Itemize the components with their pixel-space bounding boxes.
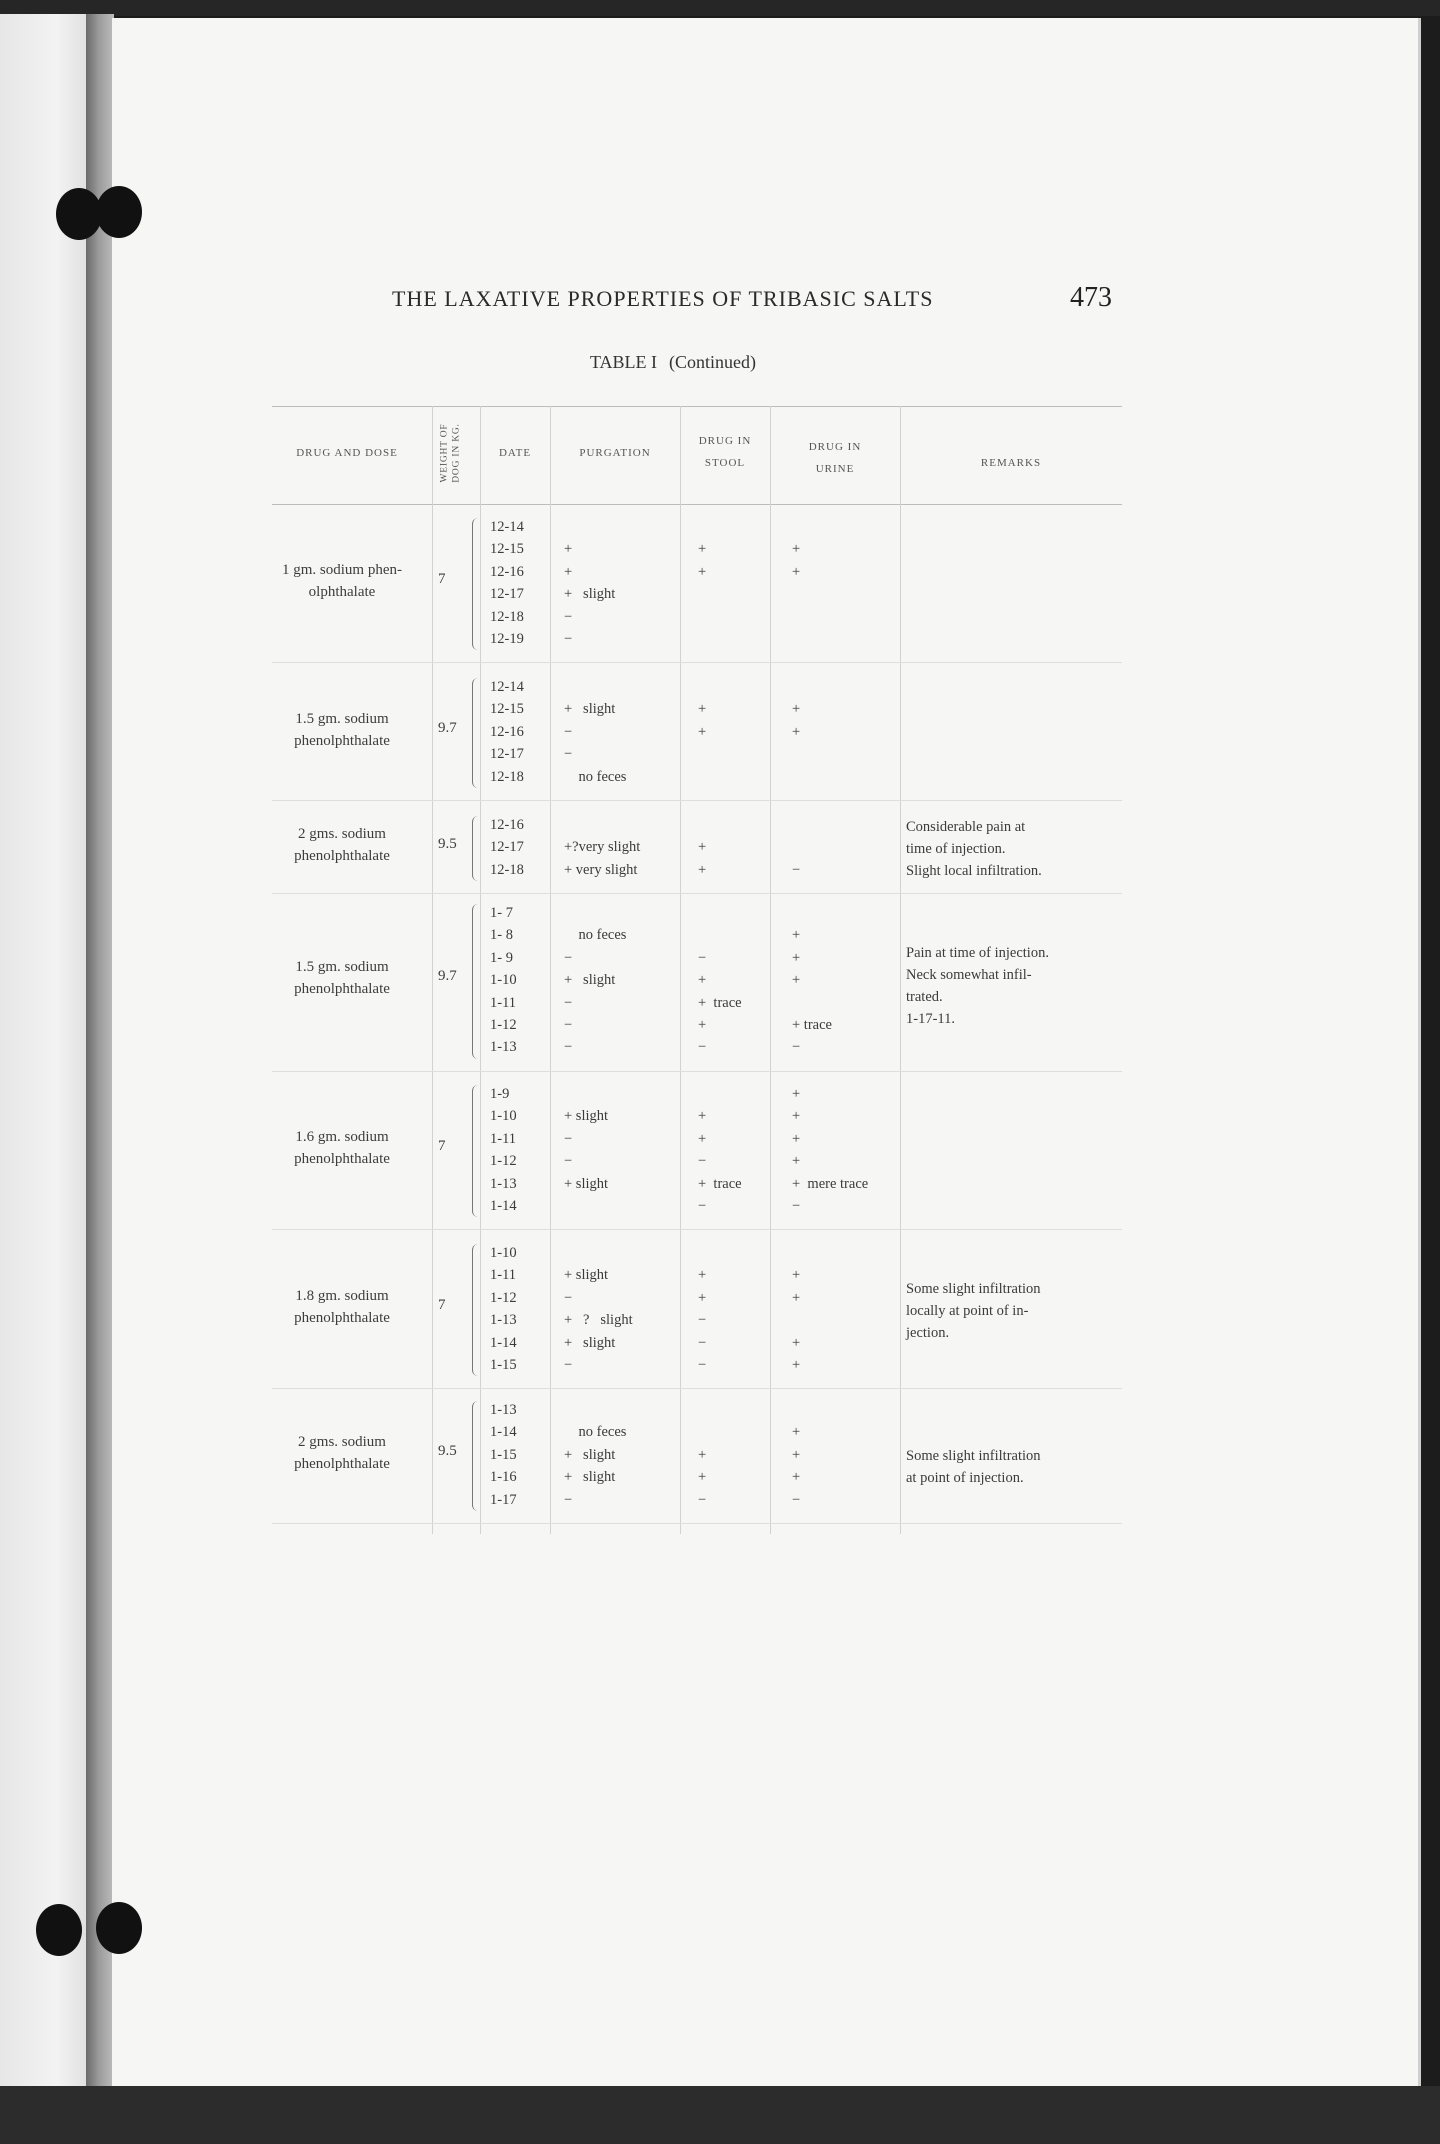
- date-cell: 1-12: [490, 1153, 517, 1170]
- table-caption-note: (Continued): [669, 352, 757, 372]
- drug-line: phenolphthalate: [294, 732, 390, 749]
- stool-cell: +: [698, 541, 707, 558]
- date-cell: 1-14: [490, 1198, 517, 1214]
- drug-line: 1.5 gm. sodium: [295, 710, 389, 727]
- purgation-cell: −: [564, 1289, 573, 1306]
- purgation-cell: + slight: [564, 1469, 616, 1486]
- date-cell: 12-18: [490, 768, 524, 785]
- group-separator: [272, 800, 1122, 801]
- purgation-cell: +: [564, 563, 573, 580]
- urine-cell: +: [792, 1153, 801, 1170]
- date-cell: 1-11: [490, 1130, 517, 1147]
- urine-cell: +: [792, 563, 801, 580]
- header-remarks: REMARKS: [980, 457, 1042, 469]
- stool-cell: −: [698, 1334, 707, 1351]
- group-separator: [272, 1523, 1122, 1524]
- remarks-cell: [906, 1401, 1120, 1489]
- drug-line: 2 gms. sodium: [298, 1433, 386, 1450]
- stool-cell: −: [698, 1198, 707, 1214]
- stool-cell: −: [698, 949, 707, 966]
- urine-cell: +: [792, 1446, 801, 1463]
- stool-cell: −: [698, 1491, 707, 1508]
- drug-line: 1.5 gm. sodium: [295, 959, 389, 975]
- stool-cell: +: [698, 1108, 707, 1125]
- grouping-brace: [472, 518, 483, 650]
- purgation-cell: +: [564, 541, 573, 558]
- stool-cell: +: [698, 1267, 707, 1284]
- purgation-cell: + slight: [564, 1334, 616, 1351]
- purgation-cell: no feces: [564, 1424, 627, 1441]
- date-cell: 12-17: [490, 586, 524, 603]
- header-stool-line-2: STOOL: [704, 457, 746, 469]
- urine-cell: +: [792, 972, 801, 989]
- header-weight-line-2: DOG IN KG.: [452, 423, 463, 483]
- dog-weight: 9.5: [438, 1443, 457, 1459]
- drug-line: olphthalate: [308, 583, 376, 600]
- column-divider: [550, 406, 551, 1534]
- drug-line: 1 gm. sodium phen-: [282, 561, 402, 578]
- drug-and-dose: [262, 708, 422, 752]
- purgation-cell: −: [564, 994, 573, 1011]
- stool-cell: +: [698, 1130, 707, 1147]
- drug-line: phenolphthalate: [294, 848, 390, 865]
- purgation-cell: + slight: [564, 701, 616, 718]
- header-drug-in-stool: [680, 430, 770, 474]
- urine-cell: +: [792, 541, 801, 558]
- urine-cell: +: [792, 1424, 801, 1441]
- stool-cell: −: [698, 1357, 707, 1373]
- urine-cell: +: [792, 701, 801, 718]
- stool-cell: +: [698, 861, 707, 878]
- drug-and-dose: [262, 823, 422, 867]
- drug-and-dose: [262, 1285, 422, 1329]
- urine-cell: +: [792, 1108, 801, 1125]
- dog-weight: 9.7: [438, 720, 457, 736]
- group-separator: [272, 1229, 1122, 1230]
- dog-weight: 9.7: [438, 968, 457, 985]
- date-cell: 1-17: [490, 1491, 517, 1508]
- date-cell: 12-15: [490, 701, 524, 718]
- drug-line: 1.6 gm. sodium: [295, 1128, 389, 1145]
- stool-cell: +: [698, 972, 707, 989]
- urine-cell: +: [792, 1334, 801, 1351]
- data-table: [262, 406, 1122, 1536]
- stool-cell: +: [698, 723, 707, 740]
- date-cell: 1-16: [490, 1469, 517, 1486]
- table-top-rule: [272, 406, 1122, 407]
- header-purgation: PURGATION: [579, 447, 651, 459]
- stool-cell: +: [698, 1446, 707, 1463]
- purgation-cell: + slight: [564, 1446, 616, 1463]
- drug-line: 2 gms. sodium: [298, 826, 386, 843]
- purgation-cell: −: [564, 723, 573, 740]
- remarks-line: at point of injection.: [906, 1470, 1024, 1486]
- stool-cell: −: [698, 1312, 707, 1329]
- remarks-line: jection.: [906, 1325, 950, 1341]
- date-cell: 1-15: [490, 1357, 517, 1373]
- purgation-cell: + very slight: [564, 861, 638, 878]
- date-cell: 12-16: [490, 563, 524, 580]
- date-cell: 12-14: [490, 679, 524, 695]
- date-cell: 1-12: [490, 1289, 517, 1306]
- urine-cell: −: [792, 1198, 801, 1214]
- urine-cell: + mere trace: [792, 1175, 869, 1192]
- group-separator: [272, 893, 1122, 894]
- table-caption-label: TABLE I: [590, 352, 658, 372]
- urine-cell: +: [792, 927, 801, 944]
- purgation-cell: −: [564, 1130, 573, 1147]
- remarks-line: Considerable pain at: [906, 819, 1026, 835]
- urine-cell: −: [792, 1039, 801, 1056]
- group-separator: [272, 1071, 1122, 1072]
- header-drug-and-dose: DRUG AND DOSE: [296, 447, 398, 459]
- date-cell: 1-12: [490, 1017, 517, 1033]
- binder-hole-bottom-left: [36, 1904, 82, 1956]
- facing-page-edge: [0, 14, 94, 2090]
- drug-line: phenolphthalate: [294, 1150, 390, 1167]
- date-cell: 1-14: [490, 1334, 517, 1351]
- remarks-line: [906, 1401, 1120, 1423]
- date-cell: 1-13: [490, 1039, 517, 1056]
- date-cell: 1-10: [490, 972, 517, 989]
- date-cell: 12-18: [490, 608, 524, 625]
- scan-border-bottom: [0, 2086, 1440, 2144]
- drug-line: phenolphthalate: [294, 1455, 390, 1472]
- remarks-cell: [906, 1278, 1120, 1344]
- urine-cell: +: [792, 723, 801, 740]
- stool-cell: +: [698, 1289, 707, 1306]
- date-cell: 1- 7: [490, 905, 513, 921]
- header-urine-line-1: DRUG IN: [808, 441, 862, 453]
- purgation-cell: −: [564, 1491, 573, 1508]
- remarks-cell: [906, 942, 1120, 1030]
- binder-hole-bottom-right: [96, 1902, 142, 1954]
- date-cell: 1-15: [490, 1446, 517, 1463]
- drug-and-dose: [262, 1126, 422, 1170]
- stool-cell: +: [698, 701, 707, 718]
- grouping-brace: [472, 1085, 483, 1217]
- urine-cell: +: [792, 949, 801, 966]
- urine-cell: +: [792, 1289, 801, 1306]
- dog-weight: 7: [438, 1297, 446, 1314]
- purgation-cell: no feces: [564, 927, 627, 944]
- remarks-line: Slight local infiltration.: [906, 863, 1042, 879]
- urine-cell: + trace: [792, 1017, 832, 1033]
- date-cell: 12-19: [490, 631, 524, 647]
- header-date: DATE: [498, 447, 532, 459]
- remarks-line: [906, 1423, 1120, 1445]
- grouping-brace: [472, 1401, 483, 1511]
- purgation-cell: + slight: [564, 972, 616, 989]
- urine-cell: −: [792, 1491, 801, 1508]
- stool-cell: +: [698, 1017, 707, 1033]
- date-cell: 1-13: [490, 1402, 517, 1418]
- date-cell: 1- 8: [490, 927, 513, 944]
- remarks-line: 1-17-11.: [906, 1011, 955, 1027]
- date-cell: 1-11: [490, 994, 517, 1011]
- remarks-cell: [906, 816, 1120, 882]
- urine-cell: +: [792, 1086, 801, 1102]
- remarks-line: locally at point of in-: [906, 1303, 1029, 1319]
- remarks-line: trated.: [906, 989, 943, 1005]
- urine-cell: +: [792, 1469, 801, 1486]
- date-cell: 12-15: [490, 541, 524, 558]
- purgation-cell: −: [564, 1017, 573, 1033]
- remarks-line: Neck somewhat infil-: [906, 967, 1032, 983]
- drug-and-dose: [262, 956, 422, 1000]
- purgation-cell: +?very slight: [564, 839, 641, 856]
- remarks-line: Some slight infiltration: [906, 1448, 1041, 1464]
- purgation-cell: −: [564, 608, 573, 625]
- purgation-cell: + ? slight: [564, 1312, 633, 1329]
- binder-hole-top-right: [96, 186, 142, 238]
- purgation-cell: −: [564, 949, 573, 966]
- page-number: 473: [1070, 282, 1112, 313]
- group-separator: [272, 662, 1122, 663]
- urine-cell: +: [792, 1357, 801, 1373]
- purgation-cell: −: [564, 1153, 573, 1170]
- grouping-brace: [472, 816, 483, 881]
- grouping-brace: [472, 904, 483, 1059]
- date-cell: 1-10: [490, 1108, 517, 1125]
- stool-cell: −: [698, 1153, 707, 1170]
- drug-and-dose: [262, 559, 422, 603]
- date-cell: 1-10: [490, 1245, 517, 1261]
- header-stool-line-1: DRUG IN: [698, 435, 752, 447]
- date-cell: 1- 9: [490, 949, 513, 966]
- scan-border-top: [0, 0, 1440, 16]
- date-cell: 1-11: [490, 1267, 517, 1284]
- purgation-cell: + slight: [564, 586, 616, 603]
- date-cell: 12-17: [490, 746, 524, 763]
- table-header-rule: [272, 504, 1122, 505]
- urine-cell: +: [792, 1130, 801, 1147]
- urine-cell: +: [792, 1267, 801, 1284]
- stool-cell: −: [698, 1039, 707, 1056]
- stool-cell: + trace: [698, 994, 742, 1011]
- grouping-brace: [472, 678, 483, 788]
- purgation-cell: no feces: [564, 768, 627, 785]
- stool-cell: +: [698, 839, 707, 856]
- dog-weight: 9.5: [438, 835, 457, 852]
- table-caption: [590, 352, 756, 373]
- purgation-cell: + slight: [564, 1267, 609, 1284]
- grouping-brace: [472, 1244, 483, 1376]
- drug-line: phenolphthalate: [294, 1309, 390, 1326]
- date-cell: 12-18: [490, 861, 524, 878]
- date-cell: 12-16: [490, 723, 524, 740]
- remarks-line: time of injection.: [906, 841, 1006, 857]
- drug-and-dose: [262, 1431, 422, 1475]
- header-urine-line-2: URINE: [815, 463, 855, 475]
- header-weight: [438, 406, 464, 500]
- drug-line: phenolphthalate: [294, 981, 390, 997]
- date-cell: 1-13: [490, 1175, 517, 1192]
- running-header: THE LAXATIVE PROPERTIES OF TRIBASIC SALTS: [392, 286, 934, 311]
- stool-cell: + trace: [698, 1175, 742, 1192]
- header-drug-in-urine: [770, 436, 900, 480]
- dog-weight: 7: [438, 1138, 446, 1155]
- date-cell: 12-17: [490, 839, 524, 856]
- dog-weight: 7: [438, 571, 446, 588]
- purgation-cell: −: [564, 631, 573, 647]
- group-separator: [272, 1388, 1122, 1389]
- stool-cell: +: [698, 1469, 707, 1486]
- date-cell: 12-14: [490, 519, 524, 535]
- purgation-cell: −: [564, 746, 573, 763]
- book-spine: [86, 14, 114, 2094]
- purgation-cell: −: [564, 1039, 573, 1056]
- date-cell: 1-13: [490, 1312, 517, 1329]
- purgation-cell: + slight: [564, 1175, 609, 1192]
- date-cell: 1-9: [490, 1086, 510, 1102]
- stool-cell: +: [698, 563, 707, 580]
- date-cell: 12-16: [490, 817, 524, 833]
- date-cell: 1-14: [490, 1424, 517, 1441]
- purgation-cell: + slight: [564, 1108, 609, 1125]
- purgation-cell: −: [564, 1357, 573, 1373]
- urine-cell: −: [792, 861, 801, 878]
- remarks-line: Some slight infiltration: [906, 1281, 1041, 1297]
- drug-line: 1.8 gm. sodium: [295, 1287, 389, 1304]
- remarks-line: Pain at time of injection.: [906, 945, 1049, 961]
- header-weight-line-1: WEIGHT OF: [440, 423, 451, 483]
- column-divider: [432, 406, 433, 1534]
